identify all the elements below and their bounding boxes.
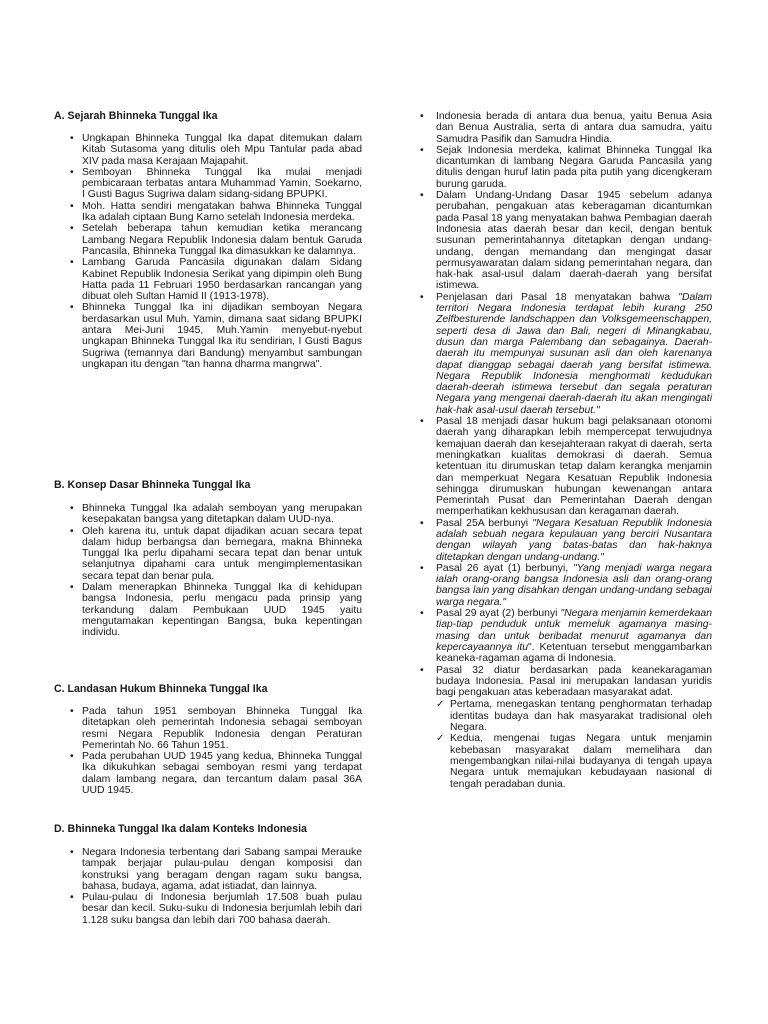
section-d-list xyxy=(54,847,362,926)
section-d-heading: D. Bhinneka Tunggal Ika dalam Konteks Indonesia xyxy=(54,823,307,835)
section-b-list xyxy=(54,503,362,639)
list-item xyxy=(420,190,712,292)
checklist xyxy=(436,699,712,789)
list-item xyxy=(420,111,712,145)
item-text xyxy=(436,518,712,563)
list-item xyxy=(420,563,712,608)
item-lead: Pasal 29 ayat (2) berbunyi xyxy=(436,608,561,620)
section-a-list xyxy=(54,133,362,370)
list-item xyxy=(420,608,712,664)
list-item xyxy=(420,518,712,563)
section-b xyxy=(54,479,362,639)
section-d xyxy=(54,823,362,926)
list-item: • Pada perubahan UUD 1945 yang kedua, Bhinneka Tunggal Ika dikukuhkan sebagai semboyan resmi yang terdapat dalam lambang negara, dan tercantum dalam pasal 36A UUD 1945. xyxy=(54,751,362,796)
section-a xyxy=(54,110,362,370)
list-item: • Semboyan Bhinneka Tunggal Ika mulai menjadi pembicaraan terbatas antara Muhammad Yamin, Soekarno, I Gusti Bagus Sugriwa dalam sidang-sidang BPUPKI. xyxy=(54,167,362,201)
list-item: • Bhinneka Tunggal Ika ini dijadikan semboyan Negara berdasarkan usul Muh. Yamin, dimana saat sidang BPUPKI antara Mei-Juni 1945, Muh.Yamin menyebut-nyebut ungkapan Bhinneka Tunggal Ika itu sendirian, I Gusti Bagus Sugriwa (temannya dari Bandung) menyambut sambungan ungkapan itu dengan "tan hanna dharma mangrwa". xyxy=(54,302,362,370)
item-tail: ". Ketentuan tersebut menggambarkan keaneka-ragaman agama di Indonesia. xyxy=(436,641,712,665)
list-item: • Setelah beberapa tahun kemudian ketika merancang Lambang Negara Republik Indonesia dalam bentuk Garuda Pancasila, Bhinneka Tunggal Ika dimasukkan ke dalamnya. xyxy=(54,223,362,257)
item-quote: "Dalam territori Negara Indonesia terdapat lebih kurang 250 Zelfbesturende landschappen dan Volksgemeenschappen, seperti desa di Jawa dan Bali, negeri di Minangkabau, dusun dan marga Palembang dan sebagainya. Daerah-daerah itu mempunyai susunan asli dan oleh karenanya dapat dianggap sebagai daerah yang bersifat istimewa. Negara Republik Indonesia menghormati kedudukan daerah-deerah istimewa tersebut dan segala peraturan Negara yang mengenai daerah-daerah itu akan mengingati hak-hak asal-usul daerah tersebut." xyxy=(436,291,712,416)
item-quote: "Negara Kesatuan Republik Indonesia adalah sebuah negara kepulauan yang berciri Nusantara dengan wilayah yang batas-batas dan hak-haknya ditetapkan dengan undang-undang." xyxy=(436,517,712,563)
item-text xyxy=(436,292,712,416)
list-item: • Pada tahun 1951 semboyan Bhinneka Tunggal Ika ditetapkan oleh pemerintah Indonesia sebagai semboyan resmi Negara Republik Indonesia dengan Peraturan Pemerintah No. 66 Tahun 1951. xyxy=(54,706,362,751)
section-c-list xyxy=(54,706,362,796)
item-text xyxy=(436,563,712,608)
section-a-heading: A. Sejarah Bhinneka Tunggal Ika xyxy=(54,110,218,122)
list-item: • Moh. Hatta sendiri mengatakan bahwa Bhinneka Tunggal Ika adalah ciptaan Bung Karno setelah Indonesia merdeka. xyxy=(54,201,362,224)
item-lead: Penjelasan dari Pasal 18 menyatakan bahwa xyxy=(436,291,679,303)
list-item xyxy=(420,145,712,190)
list-item: • Bhinneka Tunggal Ika adalah semboyan yang merupakan kesepakatan bangsa yang ditetapkan dalam UUD-nya. xyxy=(54,503,362,526)
item-quote: "Negara menjamin kemerdekaan tiap-tiap penduduk untuk memeluk agamanya masing-masing dan untuk beribadat menurut agamanya dan kepercayaannya itu xyxy=(436,608,712,653)
item-quote: "Yang menjadi warga negara ialah orang-orang bangsa Indonesia asli dan orang-orang bangsa lain yang disahkan dengan undang-undang sebagai warga negara." xyxy=(436,562,712,608)
list-item xyxy=(420,665,712,790)
list-item: • Lambang Garuda Pancasila digunakan dalam Sidang Kabinet Republik Indonesia Serikat yang dipimpin oleh Bung Hatta pada 11 Februari 1950 berdasarkan rancangan yang dibuat oleh Sultan Hamid II (1913-1978). xyxy=(54,257,362,302)
list-item: • Pulau-pulau di Indonesia berjumlah 17.508 buah pulau besar dan kecil. Suku-suku di Indonesia berjumlah lebih dari 1.128 suku bangsa dan lebih dari 700 bahasa daerah. xyxy=(54,892,362,926)
list-item: • Ungkapan Bhinneka Tunggal Ika dapat ditemukan dalam Kitab Sutasoma yang ditulis oleh Mpu Tantular pada abad XIV pada masa Kerajaan Majapahit. xyxy=(54,133,362,167)
checklist-item: ✓ Pertama, menegaskan tentang penghormatan terhadap identitas budaya dan hak masyarakat tradisional oleh Negara. xyxy=(436,699,712,733)
item-text: • Pasal 18 menjadi dasar hukum bagi pelaksanaan otonomi daerah yang diharapkan lebih mempercepat terwujudnya kemajuan daerah dan kesejahteraan rakyat di daerah, serta meningkatkan kualitas demokrasi di daerah. Semua ketentuan itu dirumuskan tetap dalam kerangka menjamin dan memperkuat Negara Kesatuan Republik Indonesia sehingga dirumuskan hubungan kewenangan antara Pemerintah Pusat dan Pemerintahan Daerah dengan memperhatikan kekhususan dan keragaman daerah. xyxy=(436,416,712,518)
checklist-item: ✓ Kedua, mengenai tugas Negara untuk menjamin kebebasan masyarakat dalam memelihara dan mengembangkan nilai-nilai budayanya di tengah upaya Negara untuk memajukan kebudayaan nasional di tengah peradaban dunia. xyxy=(436,733,712,789)
section-b-heading: B. Konsep Dasar Bhinneka Tunggal Ika xyxy=(54,479,251,491)
item-lead: Pasal 26 ayat (1) berbunyi, xyxy=(436,562,574,574)
item-text xyxy=(436,608,712,664)
item-text: • Pasal 32 diatur berdasarkan pada keanekaragaman budaya Indonesia. Pasal ini merupakan landasan yuridis bagi pengakuan atas keberadaan masyarakat adat. xyxy=(436,664,712,699)
section-c-heading: C. Landasan Hukum Bhinneka Tunggal Ika xyxy=(54,683,268,695)
list-item: • Dalam menerapkan Bhinneka Tunggal Ika di kehidupan bangsa Indonesia, perlu mengacu pada prinsip yang terkandung dalam Pembukaan UUD 1945 yaitu mengutamakan kepentingan Bangsa, buka kepentingan individu. xyxy=(54,582,362,638)
item-lead: Pasal 25A berbunyi xyxy=(436,517,533,529)
list-item: • Negara Indonesia terbentang dari Sabang sampai Merauke tampak berjajar pulau-pulau dengan komposisi dan konstruksi yang beragam dengan ragam suku bangsa, bahasa, budaya, agama, adat istiadat, dan lainnya. xyxy=(54,847,362,892)
item-text: • Sejak Indonesia merdeka, kalimat Bhinneka Tunggal Ika dicantumkan di lambang Negara Garuda Pancasila yang ditulis dengan huruf latin pada pita putih yang dicengkeram burung garuda. xyxy=(436,144,712,190)
item-text: • Dalam Undang-Undang Dasar 1945 sebelum adanya perubahan, pengakuan atas keberagaman dicantumkan pada Pasal 18 yang menyatakan bahwa Pembagian daerah Indonesia atas daerah besar dan kecil, dengan bentuk susunan pemerintahannya ditetapkan dengan undang-undang, dengan memandang dan mengingat dasar permusyawaratan dalam sidang pemerintahan negara, dan hak-hak asal-usul dalam daerah-daerah yang bersifat istimewa. xyxy=(436,190,712,292)
item-text: • Indonesia berada di antara dua benua, yaitu Benua Asia dan Benua Australia, serta di antara dua samudra, yaitu Samudra Pasifik dan Samudra Hindia. xyxy=(436,111,712,145)
list-item: • Oleh karena itu, untuk dapat dijadikan acuan secara tepat dalam hidup berbangsa dan bernegara, makna Bhinneka Tunggal Ika perlu dipahami secara tepat dan benar untuk selanjutnya dipahami cara untuk mengimplementasikan secara tepat dan benar pula. xyxy=(54,526,362,582)
list-item xyxy=(420,292,712,416)
list-item xyxy=(420,416,712,518)
section-c xyxy=(54,683,362,796)
right-list xyxy=(420,111,712,790)
